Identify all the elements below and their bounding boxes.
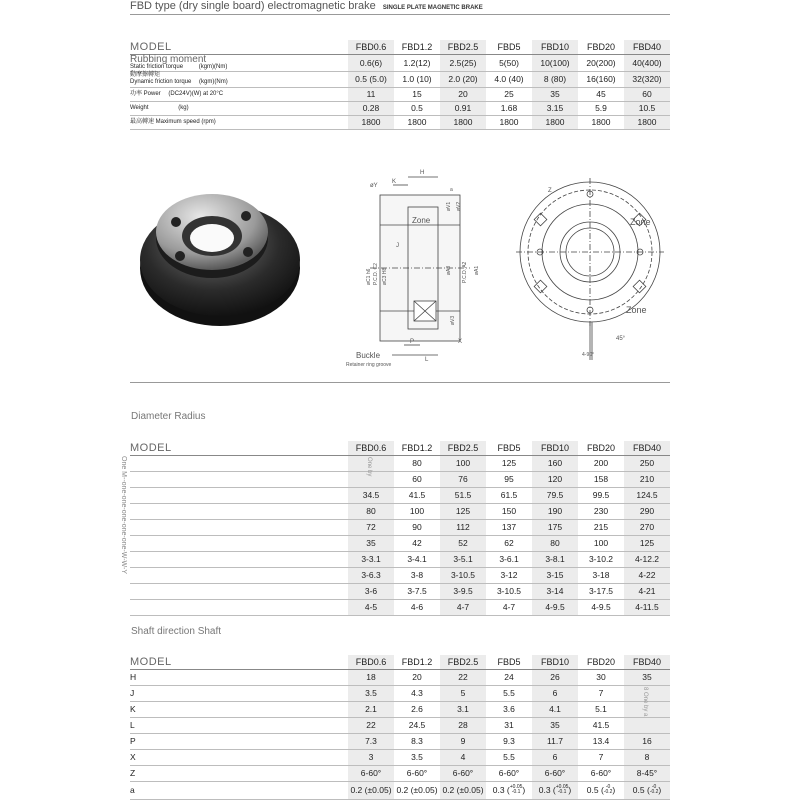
table-cell: 4 <box>440 749 486 765</box>
label-a: a <box>450 187 453 193</box>
table-cell: 5(50) <box>486 54 532 71</box>
table-cell: 3 <box>348 749 394 765</box>
table-cell: 7 <box>578 749 624 765</box>
table-cell: 3-18 <box>578 567 624 583</box>
table-cell: 3-12 <box>486 567 532 583</box>
table-cell: 3-6.3 <box>348 567 394 583</box>
label-angle-45: 45° <box>616 336 626 342</box>
model-col: FBD2.5 <box>440 655 486 669</box>
table-cell: 3.15 <box>532 101 578 115</box>
table-cell: 6 <box>532 749 578 765</box>
table-cell: 62 <box>486 535 532 551</box>
table-cell <box>348 781 394 799</box>
table-cell: 230 <box>578 503 624 519</box>
a-tol-down: -0.1 <box>511 789 521 796</box>
label-v3: øV3 <box>450 315 456 325</box>
table-cell: 160 <box>532 455 578 471</box>
table-cell <box>624 717 670 733</box>
model-col: FBD2.5 <box>440 441 486 455</box>
table-cell: 80 <box>348 503 394 519</box>
header-rule <box>130 14 670 15</box>
table-cell: 4-11.5 <box>624 599 670 615</box>
table-cell <box>440 781 486 799</box>
table-cell: 25 <box>486 87 532 101</box>
row-label: J <box>130 685 348 701</box>
table-cell <box>348 455 394 476</box>
document-title: FBD type (dry single board) electromagnetic brake <box>130 0 376 12</box>
table-cell <box>394 781 440 799</box>
label-buckle: Buckle <box>356 351 381 360</box>
spec-row-unit: (rpm) <box>201 118 216 125</box>
label-a2: P.C.D. A2 <box>462 261 468 283</box>
table-cell: 8.3 <box>394 733 440 749</box>
table-row <box>130 583 670 599</box>
table-cell: 22 <box>440 669 486 685</box>
table-row <box>130 487 670 503</box>
table-row <box>130 503 670 519</box>
table-cell: 100 <box>394 503 440 519</box>
table-cell: 2.1 <box>348 701 394 717</box>
label-c2: P.C.D. C2 <box>373 263 379 285</box>
a-base: 0.2 <box>442 785 455 795</box>
table-cell: 0.28 <box>348 101 394 115</box>
table-cell: 0.5 ( -0 -0.2 ) <box>624 781 670 799</box>
table-row <box>130 701 670 717</box>
model-col: FBD1.2 <box>394 655 440 669</box>
table-cell: 3-4.1 <box>394 551 440 567</box>
table-cell: 124.5 <box>624 487 670 503</box>
label-x: X <box>458 339 463 345</box>
section-rule <box>130 382 670 383</box>
spec-row-unit: (DC24V)(W) at 20°C <box>168 90 224 97</box>
table-cell: 1.68 <box>486 101 532 115</box>
table-cell: 4-6 <box>394 599 440 615</box>
spec-row-label <box>130 71 348 87</box>
spec-row-unit: (kg) <box>178 104 189 111</box>
table-cell: 1800 <box>532 115 578 129</box>
table-cell: 100 <box>440 455 486 471</box>
table-cell: 3-10.5 <box>486 583 532 599</box>
table-cell: 51.5 <box>440 487 486 503</box>
table-cell: 1.0 (10) <box>394 71 440 87</box>
table-cell: 8 (80) <box>532 71 578 87</box>
spec-row-power <box>130 87 670 101</box>
shaft-table <box>130 655 670 800</box>
table-cell: 100 <box>578 535 624 551</box>
diameter-watermark: One by <box>366 456 372 476</box>
table-cell: 0.5 ( -0 -0.2 ) <box>578 781 624 799</box>
a-base: 0.3 <box>538 784 551 795</box>
a-tol-up: -0 <box>605 784 611 791</box>
row-label: K <box>130 701 348 717</box>
table-cell: 4-22 <box>624 567 670 583</box>
spec-header-row <box>130 40 670 54</box>
diameter-header-row <box>130 441 670 455</box>
table-cell: 190 <box>532 503 578 519</box>
table-cell: 120 <box>532 471 578 487</box>
table-cell: 35 <box>348 535 394 551</box>
brake-section-drawing <box>330 165 490 375</box>
label-retainer: Retainer ring groove <box>346 362 392 368</box>
label-zone: Zone <box>412 216 431 225</box>
table-cell: 290 <box>624 503 670 519</box>
table-cell: 31 <box>486 717 532 733</box>
a-tol: (±0.05) <box>364 785 392 795</box>
table-cell: 2.6 <box>394 701 440 717</box>
table-row <box>130 471 670 487</box>
label-h: H <box>420 170 425 176</box>
model-col: FBD2.5 <box>440 40 486 54</box>
table-cell: 18 <box>348 669 394 685</box>
model-col: FBD10 <box>532 40 578 54</box>
spec-row-weight <box>130 101 670 115</box>
table-cell: 125 <box>624 535 670 551</box>
model-col: FBD20 <box>578 40 624 54</box>
table-cell: 0.91 <box>440 101 486 115</box>
document-subtitle: SINGLE PLATE MAGNETIC BRAKE <box>382 5 483 11</box>
table-row <box>130 669 670 685</box>
table-cell: 3-7.5 <box>394 583 440 599</box>
table-cell: 32(320) <box>624 71 670 87</box>
table-cell: 0.3 ( +0.05 -0.1 ) <box>486 781 532 799</box>
table-cell: 2.0 (20) <box>440 71 486 87</box>
spec-row-title: 最高轉速 Maximum speed <box>130 118 200 125</box>
a-tol-down: -0.1 <box>557 789 567 796</box>
table-cell: 76 <box>440 471 486 487</box>
table-cell: 6-60° <box>348 765 394 781</box>
spec-row-title: 功率 Power <box>130 90 161 97</box>
table-cell: 158 <box>578 471 624 487</box>
table-cell: 3-17.5 <box>578 583 624 599</box>
table-cell: 20 <box>394 669 440 685</box>
diameter-table <box>130 441 670 616</box>
model-col: FBD0.6 <box>348 441 394 455</box>
a-tol: (±0.05) <box>456 785 484 795</box>
table-cell: 35 <box>624 669 670 685</box>
table-cell: 1.2(12) <box>394 54 440 71</box>
model-col: FBD40 <box>624 441 670 455</box>
document-header <box>130 0 670 14</box>
brake-front-drawing <box>508 170 673 370</box>
table-cell: 10.5 <box>624 101 670 115</box>
table-cell: 5.1 <box>578 701 624 717</box>
table-cell <box>624 685 670 716</box>
a-tol: (±0.05) <box>410 785 438 795</box>
table-row <box>130 455 670 471</box>
table-cell: 28 <box>440 717 486 733</box>
table-cell: 35 <box>532 87 578 101</box>
table-cell: 200 <box>578 455 624 471</box>
table-cell: 137 <box>486 519 532 535</box>
table-cell: 0.5 <box>394 101 440 115</box>
table-cell: 7.3 <box>348 733 394 749</box>
label-zone-bottom: Zone <box>626 305 647 315</box>
table-cell: 112 <box>440 519 486 535</box>
table-cell: 9 <box>440 733 486 749</box>
label-p: P <box>410 339 415 345</box>
table-cell: 52 <box>440 535 486 551</box>
table-cell: 0.6(6) <box>348 54 394 71</box>
table-cell: 9.3 <box>486 733 532 749</box>
table-cell: 15 <box>394 87 440 101</box>
model-col: FBD10 <box>532 441 578 455</box>
spec-row-label <box>130 115 348 129</box>
diameter-model-label: MODEL <box>130 441 348 455</box>
table-cell: 3-10.5 <box>440 567 486 583</box>
table-cell: 79.5 <box>532 487 578 503</box>
diameter-vertical-label: One M--one-one-one-one-one-W-W-Y <box>120 456 127 575</box>
table-cell: 125 <box>486 455 532 471</box>
table-cell: 6-60° <box>486 765 532 781</box>
table-cell: 41.5 <box>578 717 624 733</box>
table-row <box>130 551 670 567</box>
table-cell: 8-45° <box>624 765 670 781</box>
table-cell: 5.5 <box>486 749 532 765</box>
a-base: 0.5 <box>586 784 599 795</box>
table-cell: 90 <box>394 519 440 535</box>
table-cell: 22 <box>348 717 394 733</box>
a-tol-up: +0.05 <box>509 784 523 791</box>
table-cell: 20(200) <box>578 54 624 71</box>
table-cell: 1800 <box>624 115 670 129</box>
table-cell: 215 <box>578 519 624 535</box>
table-row <box>130 717 670 733</box>
model-col: FBD1.2 <box>394 441 440 455</box>
table-cell: 34.5 <box>348 487 394 503</box>
model-col: FBD1.2 <box>394 40 440 54</box>
label-k: K <box>392 179 397 185</box>
table-cell: 7 <box>578 685 624 701</box>
table-cell: 1800 <box>578 115 624 129</box>
spec-row-subtitle: Static friction torque <box>130 63 184 70</box>
table-cell: 4-9.5 <box>578 599 624 615</box>
table-row <box>130 599 670 615</box>
table-cell: 4-21 <box>624 583 670 599</box>
table-cell: 95 <box>486 471 532 487</box>
a-base: 0.2 <box>350 785 363 795</box>
table-cell: 60 <box>394 471 440 487</box>
a-base: 0.3 <box>492 784 505 795</box>
label-l: L <box>425 357 429 363</box>
table-cell: 6-60° <box>532 765 578 781</box>
table-cell: 30 <box>578 669 624 685</box>
table-cell: 8 <box>624 749 670 765</box>
spec-row-dynamic-torque <box>130 71 670 87</box>
table-cell: 80 <box>532 535 578 551</box>
label-angle-4-90: 4-90° <box>582 352 595 358</box>
spec-row-unit: (kgm)(Nm) <box>199 79 228 85</box>
table-cell: 3-5.1 <box>440 551 486 567</box>
model-col: FBD5 <box>486 40 532 54</box>
table-cell: 99.5 <box>578 487 624 503</box>
table-cell: 270 <box>624 519 670 535</box>
table-cell: 24.5 <box>394 717 440 733</box>
table-cell: 210 <box>624 471 670 487</box>
table-cell: 11.7 <box>532 733 578 749</box>
a-tol-down: -0.2 <box>649 789 659 796</box>
spec-row-label <box>130 101 348 115</box>
shaft-header-row <box>130 655 670 669</box>
row-label: H <box>130 669 348 685</box>
label-v1: øV1 <box>446 201 452 211</box>
table-cell: 61.5 <box>486 487 532 503</box>
table-cell: 24 <box>486 669 532 685</box>
table-cell: 1800 <box>440 115 486 129</box>
shaft-model-label: MODEL <box>130 655 348 669</box>
table-cell: 3-8.1 <box>532 551 578 567</box>
table-cell: 11 <box>348 87 394 101</box>
table-cell: 3.5 <box>348 685 394 701</box>
spec-row-label <box>130 54 348 71</box>
table-cell: 4-7 <box>486 599 532 615</box>
table-cell: 4.0 (40) <box>486 71 532 87</box>
model-col: FBD20 <box>578 441 624 455</box>
table-cell: 45 <box>578 87 624 101</box>
spec-model-label: MODEL <box>130 40 348 54</box>
shaft-section-title: Shaft direction Shaft <box>131 626 222 637</box>
spec-row-static-torque <box>130 54 670 71</box>
table-cell: 4-9.5 <box>532 599 578 615</box>
table-cell: 3.6 <box>486 701 532 717</box>
table-cell: 175 <box>532 519 578 535</box>
a-base: 0.5 <box>632 784 645 795</box>
model-col: FBD40 <box>624 40 670 54</box>
table-cell: 80 <box>394 455 440 471</box>
a-base: 0.2 <box>396 785 409 795</box>
table-cell: 3.1 <box>440 701 486 717</box>
table-cell: 3-10.2 <box>578 551 624 567</box>
spec-row-title: Rubbing moment <box>130 53 207 65</box>
table-cell: 3-6 <box>348 583 394 599</box>
table-cell: 2.5(25) <box>440 54 486 71</box>
table-row <box>130 535 670 551</box>
table-cell: 72 <box>348 519 394 535</box>
table-cell: 1800 <box>394 115 440 129</box>
model-col: FBD0.6 <box>348 40 394 54</box>
table-cell: 16 <box>624 733 670 749</box>
row-label: Z <box>130 765 348 781</box>
row-label: X <box>130 749 348 765</box>
model-col: FBD5 <box>486 441 532 455</box>
model-col: FBD5 <box>486 655 532 669</box>
brake-photo <box>128 172 306 344</box>
table-row <box>130 685 670 701</box>
label-z: Z <box>548 188 552 194</box>
table-row <box>130 567 670 583</box>
model-col: FBD20 <box>578 655 624 669</box>
table-cell: 6-60° <box>440 765 486 781</box>
label-j: J <box>396 243 399 249</box>
table-cell: 5.5 <box>486 685 532 701</box>
table-cell: 42 <box>394 535 440 551</box>
a-tol-up: +0.05 <box>555 784 569 791</box>
table-cell: 35 <box>532 717 578 733</box>
spec-row-unit: (kgm)(Nm) <box>198 63 228 70</box>
table-cell: 3-6.1 <box>486 551 532 567</box>
table-cell: 6-60° <box>578 765 624 781</box>
table-cell: 60 <box>624 87 670 101</box>
table-row-a <box>130 781 670 799</box>
spec-row-subtitle: Dynamic friction torque <box>130 79 192 85</box>
table-cell: 5.9 <box>578 101 624 115</box>
label-y: øY <box>370 183 378 189</box>
label-a1: øA1 <box>474 265 480 275</box>
spec-row-title: Weight <box>130 104 149 111</box>
table-cell: 0.5 (5.0) <box>348 71 394 87</box>
table-cell: 125 <box>440 503 486 519</box>
table-cell: 3.5 <box>394 749 440 765</box>
table-cell: 26 <box>532 669 578 685</box>
label-c3: øC3 H8 <box>382 267 388 285</box>
table-cell: 10(100) <box>532 54 578 71</box>
label-c1: øC1 h6 <box>366 268 372 285</box>
table-cell: 5 <box>440 685 486 701</box>
row-label: P <box>130 733 348 749</box>
table-cell: 41.5 <box>394 487 440 503</box>
label-v2: øV2 <box>456 201 462 211</box>
row-label: L <box>130 717 348 733</box>
table-cell: 16(160) <box>578 71 624 87</box>
table-cell: 4.1 <box>532 701 578 717</box>
table-cell: 3-9.5 <box>440 583 486 599</box>
table-cell: 150 <box>486 503 532 519</box>
table-row <box>130 733 670 749</box>
table-cell: 6-60° <box>394 765 440 781</box>
spec-row-max-speed <box>130 115 670 129</box>
table-cell: 4-12.2 <box>624 551 670 567</box>
table-cell: 4.3 <box>394 685 440 701</box>
model-col: FBD10 <box>532 655 578 669</box>
row-label: a <box>130 781 348 799</box>
a-tol-down: -0.2 <box>603 789 613 796</box>
diameter-section-title: Diameter Radius <box>131 411 206 422</box>
table-row <box>130 749 670 765</box>
table-cell: 4-7 <box>440 599 486 615</box>
model-col: FBD0.6 <box>348 655 394 669</box>
table-cell: 250 <box>624 455 670 471</box>
table-cell: 4-5 <box>348 599 394 615</box>
shaft-watermark: 8 One by a <box>642 686 648 716</box>
spec-row-title: 動摩擦轉矩 <box>130 72 161 78</box>
table-cell: 6 <box>532 685 578 701</box>
table-cell: 3-8 <box>394 567 440 583</box>
table-row <box>130 519 670 535</box>
table-cell: 1800 <box>486 115 532 129</box>
table-cell: 20 <box>440 87 486 101</box>
label-a3: øA3 <box>446 265 452 275</box>
table-cell: 3-3.1 <box>348 551 394 567</box>
table-cell: 13.4 <box>578 733 624 749</box>
table-cell: 1800 <box>348 115 394 129</box>
label-zone-top: Zone <box>630 217 651 227</box>
table-cell: 40(400) <box>624 54 670 71</box>
spec-table <box>130 40 670 130</box>
table-cell: 3-15 <box>532 567 578 583</box>
table-cell: 3-14 <box>532 583 578 599</box>
spec-row-label <box>130 87 348 101</box>
model-col: FBD40 <box>624 655 670 669</box>
a-tol-up: -0 <box>651 784 657 791</box>
table-row <box>130 765 670 781</box>
table-cell: 0.3 ( +0.05 -0.1 ) <box>532 781 578 799</box>
